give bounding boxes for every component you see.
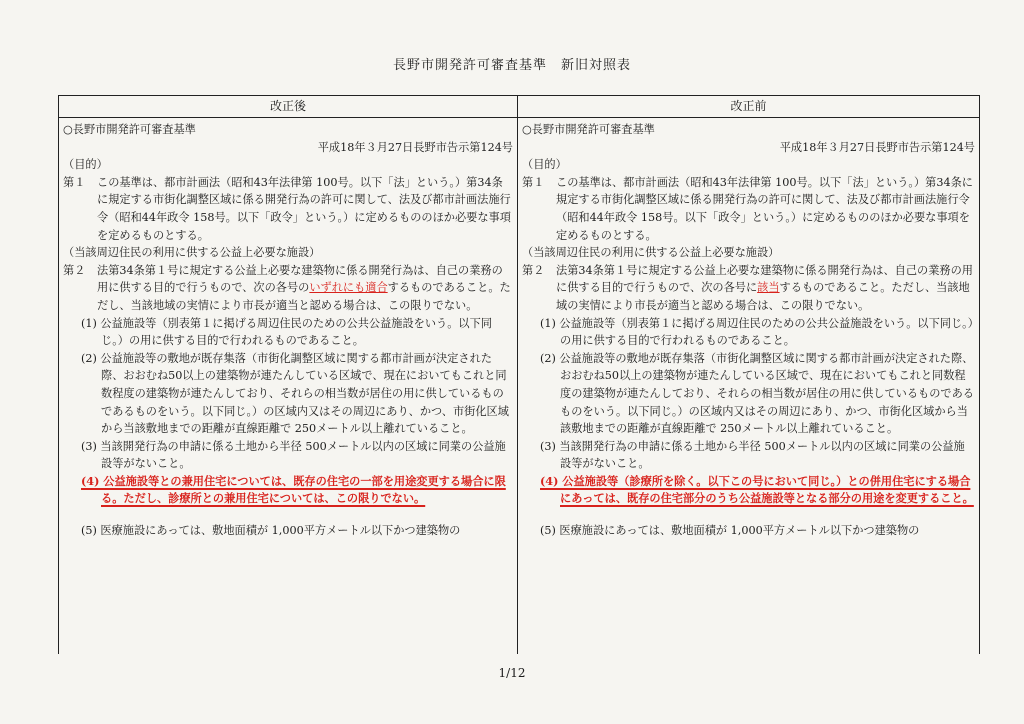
item-3: (3) 当該開発行為の申請に係る土地から半径 500メートル以内の区域に同業の公益施設等がないこと。 [540,439,965,471]
column-header-previous: 改正前 [518,96,979,118]
purpose-heading: （目的） [63,158,108,172]
item-1: (1) 公益施設等（別表第１に掲げる周辺住民のための公共公益施設をいう。以下同じ。）の用に供する目的で行われるものであること。 [540,316,974,348]
article-number: 第１ [63,175,86,189]
purpose-heading: （目的） [522,158,567,172]
item-4-amended [522,473,975,508]
comparison-table [58,95,980,654]
article-number: 第２ [522,263,545,277]
article-2 [522,262,975,315]
item-2: (2) 公益施設等の敷地が既存集落（市街化調整区域に関する都市計画が決定された際、おおむね50以上の建築物が連たんしている区域で、現在においてもこれと同数程度の建築物が連たんしており、それらの相当数が居住の用に供しているものであるものをいう。以下同じ。）の区域内又はその周辺にあり、かつ、市街化区域から当該敷地までの距離が直線距離で 250メートル以上離れていること。 [540,351,974,436]
item-5: (5) 医療施設にあっては、敷地面積が 1,000平方メートル以下かつ建築物の [540,524,920,538]
column-previous [518,96,979,654]
article-2-heading: （当該周辺住民の利用に供する公益上必要な施設） [63,246,321,260]
article-2 [63,262,513,315]
standard-title: ○長野市開発許可審査基準 [522,123,655,136]
amended-text: いずれにも適合 [309,281,388,295]
article-number: 第２ [63,263,86,277]
article-1 [63,174,513,244]
item-2: (2) 公益施設等の敷地が既存集落（市街化調整区域に関する都市計画が決定された際、おおむね50以上の建築物が連たんしている区域で、現在においてもこれと同数程度の建築物が連たんしており、それらの相当数が居住の用に供しているものであるものをいう。以下同じ。）の区域内又はその周辺にあり、かつ、市街化区域から当該敷地までの距離が直線距離で 250メートル以上離れていること。 [81,351,509,436]
item-5: (5) 医療施設にあっては、敷地面積が 1,000平方メートル以下かつ建築物の [81,524,461,538]
page-title: 長野市開発許可審査基準 新旧対照表 [392,58,631,73]
article-text: するものであること。ただし、当該地域の実情により市長が適当と認める場合は、この限りでない。 [556,281,970,312]
amended-text: (4) 公益施設等との兼用住宅については、既存の住宅の一部を用途変更する場合に限る。ただし、診療所との兼用住宅については、この限りでない。 [81,473,506,506]
item-4-amended [63,473,513,508]
article-text: 法第34条第１号に規定する公益上必要な建築物に係る開発行為は、自己の業務の用に供する目的で行うもので、次の各号に [556,263,973,295]
article-1 [522,174,975,244]
page-number: 1/12 [498,666,526,680]
article-text: この基準は、都市計画法（昭和43年法律第 100号。以下「法」という。）第34条に規定する市街化調整区域に係る開発行為の許可に関して、法及び都市計画法施行令（昭和44年政令 158号。以下「政令」という。）に定めるもののほか必要な事項を定めるものとする。 [97,175,511,242]
column-header-revised: 改正後 [59,96,517,118]
amended-text: (4) 公益施設等（診療所を除く。以下この号において同じ。）との併用住宅にする場合にあっては、既存の住宅部分のうち公益施設等となる部分の用途を変更すること。 [540,473,974,506]
standard-title: ○長野市開発許可審査基準 [63,123,196,136]
article-2-heading: （当該周辺住民の利用に供する公益上必要な施設） [522,246,780,260]
notice-date: 平成18年３月27日長野市告示第124号 [317,140,513,154]
item-3: (3) 当該開発行為の申請に係る土地から半径 500メートル以内の区域に同業の公益施設等がないこと。 [81,439,506,471]
article-text: 法第34条第１号に規定する公益上必要な建築物に係る開発行為は、自己の業務の用に供する目的で行うもので、次の各号の [97,263,503,295]
article-text: この基準は、都市計画法（昭和43年法律第 100号。以下「法」という。）第34条に規定する市街化調整区域に係る開発行為の許可に関して、法及び都市計画法施行令（昭和44年政令 158号。以下「政令」という。）に定めるもののほか必要な事項を定めるものとする。 [556,175,973,242]
column-revised [59,96,518,654]
column-body-previous [518,118,979,540]
column-body-revised [59,118,517,540]
article-number: 第１ [522,175,545,189]
item-1: (1) 公益施設等（別表第１に掲げる周辺住民のための公共公益施設をいう。以下同じ。）の用に供する目的で行われるものであること。 [81,316,492,348]
notice-date: 平成18年３月27日長野市告示第124号 [779,140,975,154]
article-text: するものであること。ただし、当該地域の実情により市長が適当と認める場合は、この限りでない。 [97,281,511,312]
amended-text: 該当 [757,281,780,295]
